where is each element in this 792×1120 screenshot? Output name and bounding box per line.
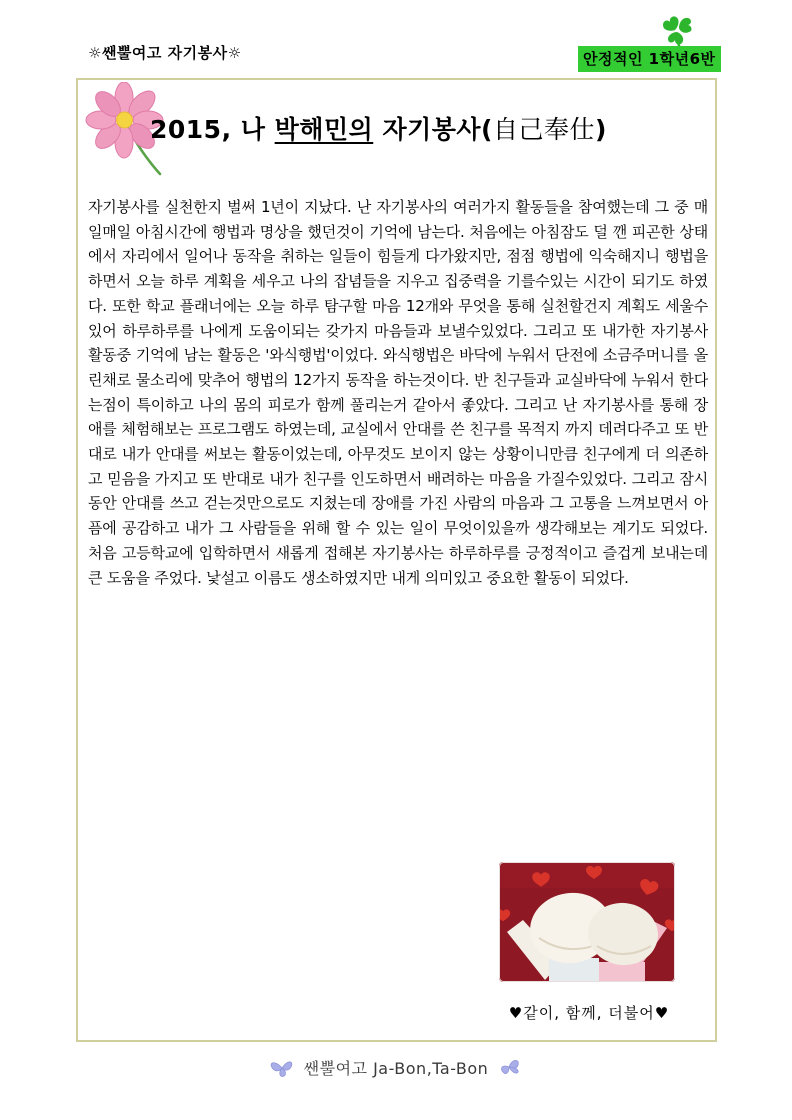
clover-icon — [655, 14, 701, 50]
title-part3: ) — [595, 115, 607, 144]
essay-paragraph: 자기봉사를 실천한지 벌써 1년이 지났다. 난 자기봉사의 여러가지 활동들을 참여했는데 그 중 매일매일 아침시간에 행법과 명상을 했던것이 기억에 남는다. 처음에는 아침잠도 덜 깬 피곤한 상태에서 자리에서 일어나 동작을 취하는 일들이 힘들게 다가왔지만, 점점 행법에 익숙해지니 행법을 하면서 오늘 하루 계획을 세우고 나의 잡념들을 지우고 집중력을 기를수있는 시간이 되기도 하였다. 또한 학교 플래너에는 오늘 하루 탐구할 마음 12개와 무엇을 통해 실천할건지 계획도 세울수있어 하루하루를 나에게 도움이되는 갖가지 마음들과 보낼수있었다. 그리고 또 내가한 자기봉사활동중 기억에 남는 활동은 '와식행법'이었다. 와식행법은 바닥에 누워서 단전에 소금주머니를 올린채로 물소리에 맞추어 행법의 12가지 동작을 하는것이다. 반 친구들과 교실바닥에 누워서 한다는점이 특이하고 나의 몸의 피로가 함께 풀리는거 같아서 좋았다. 그리고 난 자기봉사를 통해 장애를 체험해보는 프로그램도 하였는데, 교실에서 안대를 쓴 친구를 목적지 까지 데려다주고 또 반대로 내가 안대를 써보는 활동이었는데, 아무것도 보이지 않는 상황이니만큼 친구에게 더 의존하고 믿음을 가지고 또 반대로 내가 친구를 인도하면서 배려하는 마음을 가질수있었다. 그리고 잠시동안 안대를 쓰고 걷는것만으로도 지쳤는데 장애를 가진 사람의 마음과 그 고통을 느껴보면서 아픔에 공감하고 내가 그 사람들을 위해 할 수 있는 일이 무엇이있을까 생각해보는 계기도 되었다. 처음 고등학교에 입학하면서 새롭게 접해본 자기봉사는 하루하루를 긍정적이고 즐겁게 보내는데 큰 도움을 주었다. 낯설고 이름도 생소하였지만 내게 의미있고 중요한 활동이 되었다. — [88, 198, 708, 587]
title-underlined-name: 박해민의 — [274, 115, 374, 144]
butterfly-left-icon — [270, 1057, 294, 1079]
photo-caption: ♥같이, 함께, 더불어♥ — [508, 1004, 670, 1022]
title-part1: 2015, 나 — [150, 115, 275, 144]
title-part2: 자기봉사( — [373, 115, 493, 144]
butterfly-right-icon — [498, 1057, 522, 1079]
class-badge: 안정적인 1학년6반 — [578, 46, 721, 72]
title-hanja: 自己奉仕 — [492, 115, 595, 144]
header-school-label: ☼쌘뿔여고 자기봉사☼ — [88, 44, 242, 62]
page-title — [150, 110, 710, 146]
friends-photo — [499, 862, 675, 982]
footer-label: 쌘뿔여고 Ja-Bon,Ta-Bon — [303, 1059, 489, 1078]
footer — [0, 1056, 792, 1079]
